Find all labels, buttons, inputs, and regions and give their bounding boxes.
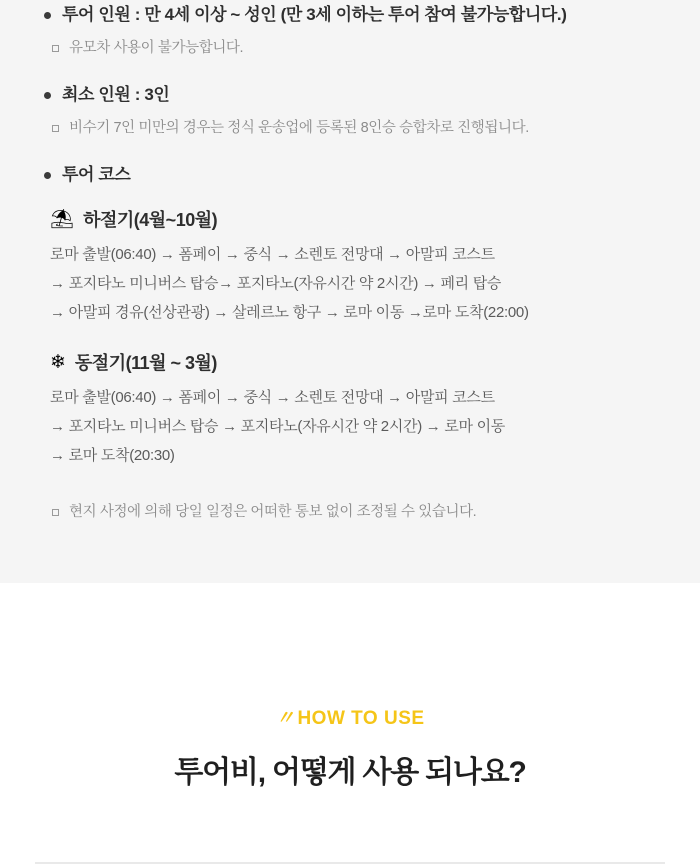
list-item — [0, 162, 700, 188]
bullet-dot-icon — [44, 12, 51, 19]
bullet-dot-icon — [44, 172, 51, 179]
square-bullet-icon — [52, 45, 59, 52]
list-item-label: 비수기 7인 미만의 경우는 정식 운송업에 등록된 8인승 승합차로 진행됩니다. — [69, 120, 529, 136]
square-bullet-icon — [52, 509, 59, 516]
how-to-use-section — [0, 583, 700, 864]
list-item — [0, 82, 700, 108]
list-item — [0, 116, 700, 140]
section-eyebrow — [0, 583, 700, 730]
season-heading-summer — [0, 206, 700, 232]
footnote — [0, 500, 700, 524]
bullet-dot-icon — [44, 92, 51, 99]
list-item — [0, 36, 700, 60]
season-heading-winter — [0, 349, 700, 375]
parasol-icon: ⛱ — [50, 208, 75, 230]
course-line: → 포지타노 미니버스 탑승 → 포지타노(자유시간 약 2시간) → 로마 이동 — [50, 418, 505, 435]
course-line: → 포지타노 미니버스 탑승→ 포지타노(자유시간 약 2시간) → 페리 탑승 — [50, 275, 502, 292]
list-item-label: 유모차 사용이 불가능합니다. — [69, 40, 244, 56]
season-title: 동절기(11월 ~ 3월) — [74, 353, 217, 373]
snowflake-icon: ❄ — [50, 351, 66, 373]
course-lines-summer — [0, 240, 700, 327]
footnote-label: 현지 사정에 의해 당일 일정은 어떠한 통보 없이 조정될 수 있습니다. — [69, 504, 477, 520]
course-line: → 아말피 경유(선상관광) → 살레르노 항구 → 로마 이동 →로마 도착(22:00) — [50, 304, 529, 321]
page-title: 투어비, 어떻게 사용 되나요? — [174, 756, 526, 789]
list-item-label: 투어 인원 : 만 4세 이상 ~ 성인 (만 3세 이하는 투어 참여 불가능합니다.) — [62, 5, 567, 24]
course-line: → 로마 도착(20:30) — [50, 447, 175, 464]
course-lines-winter — [0, 383, 700, 470]
list-item-label: 최소 인원 : 3인 — [62, 85, 170, 104]
square-bullet-icon — [52, 125, 59, 132]
list-item — [0, 2, 700, 28]
season-title: 하절기(4월~10월) — [83, 210, 218, 230]
course-line: 로마 출발(06:40) → 폼페이 → 중식 → 소렌토 전망대 → 아말피 코스트 — [50, 389, 495, 406]
list-item-label: 투어 코스 — [62, 165, 131, 184]
section-eyebrow-label: HOW TO USE — [297, 708, 425, 729]
course-line: 로마 출발(06:40) → 폼페이 → 중식 → 소렌토 전망대 → 아말피 코스트 — [50, 246, 495, 263]
double-slash-icon: 〃 — [275, 708, 293, 729]
